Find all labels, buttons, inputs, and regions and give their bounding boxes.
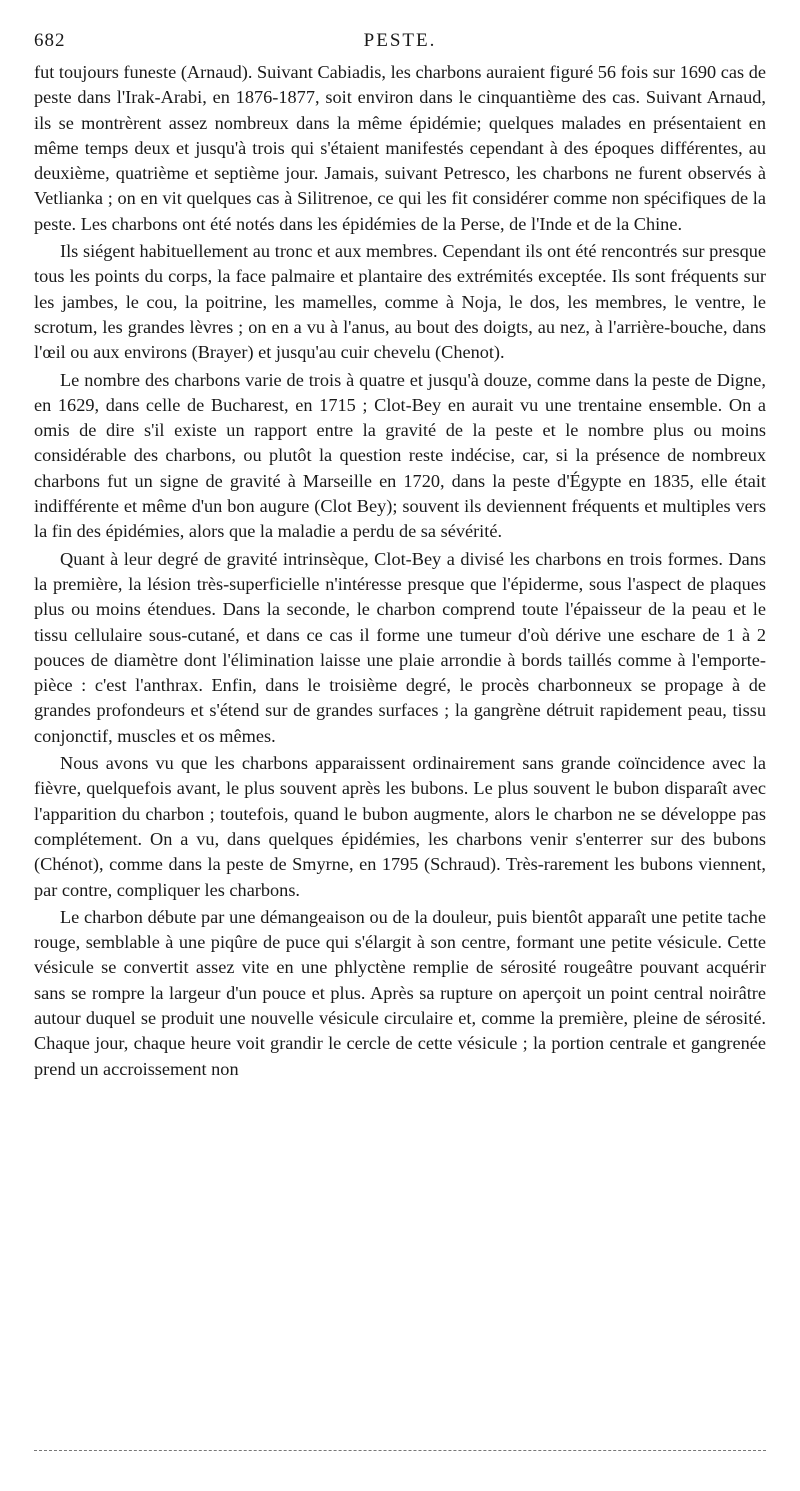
paragraph-2: Ils siégent habituellement au tronc et aux membres. Cependant ils ont été rencontrés sur presque tous les points du corps, la face palmaire et plantaire des extrémités exceptée. Ils sont fréquents sur les jambes, le cou, la poitrine, les mamelles, comme à Noja, le dos, les membres, le ventre, le scrotum, les grandes lèvres ; on en a vu à l'anus, au bout des doigts, au nez, à l'arrière-bouche, dans l'œil ou aux environs (Brayer) et jusqu'au cuir chevelu (Chenot). [34,241,766,363]
running-title: PESTE. [363,30,437,51]
body-text [34,60,766,1082]
paragraph-3: Le nombre des charbons varie de trois à quatre et jusqu'à douze, comme dans la peste de Digne, en 1629, dans celle de Bucharest, en 1715 ; Clot-Bey en aurait vu une trentaine ensemble. On a omis de dire s'il existe un rapport entre la gravité de la peste et le nombre plus ou moins considérable des charbons, ou plutôt la question reste indécise, car, si la présence de nombreux charbons fut un signe de gravité à Marseille en 1720, dans la peste d'Égypte en 1835, elle était indifférente et même d'un bon augure (Clot Bey); souvent ils deviennent fréquents et multiples vers la fin des épidémies, alors que la maladie a perdu de sa sévérité. [34,369,766,542]
document-page [34,30,766,1084]
paragraph-6: Le charbon débute par une démangeaison ou de la douleur, puis bientôt apparaît une petite tache rouge, semblable à une piqûre de puce qui s'élargit à son centre, formant une petite vésicule. Cette vésicule se convertit assez vite en une phlyctène remplie de sérosité rougeâtre pouvant acquérir sans se rompre la largeur d'un pouce et plus. Après sa rupture on aperçoit un point central noirâtre autour duquel se produit une nouvelle vésicule circulaire et, comme la première, pleine de sérosité. Chaque jour, chaque heure voit grandir le cercle de cette vésicule ; la portion centrale et gangrenée prend un accroissement non [34,906,766,1079]
paragraph-5: Nous avons vu que les charbons apparaissent ordinairement sans grande coïncidence avec la fièvre, quelquefois avant, le plus souvent après les bubons. Le plus souvent le bubon disparaît avec l'apparition du charbon ; toutefois, quand le bubon augmente, alors le charbon ne se développe pas complétement. On a vu, dans quelques épidémies, les charbons venir s'enterrer sur des bubons (Chénot), comme dans la peste de Smyrne, en 1795 (Schraud). Très-rarement les bubons viennent, par contre, compliquer les charbons. [34,753,766,900]
page-number: 682 [34,30,66,51]
paragraph-1: fut toujours funeste (Arnaud). Suivant Cabiadis, les charbons auraient figuré 56 fois sur 1690 cas de peste dans l'Irak-Arabi, en 1876-1877, soit environ dans le cinquantième des cas. Suivant Arnaud, ils se montrèrent assez nombreux dans la même épidémie; quelques malades en présentaient en même temps deux et jusqu'à trois qui s'étaient manifestés cependant à des époques différentes, au deuxième, quatrième et septième jour. Jamais, suivant Petresco, les charbons ne furent observés à Vetlianka ; on en vit quelques cas à Silitrenoe, ce qui les fit considérer comme non spécifiques de la peste. Les charbons ont été notés dans les épidémies de la Perse, de l'Inde et de la Chine. [34,62,766,234]
paragraph-4: Quant à leur degré de gravité intrinsèque, Clot-Bey a divisé les charbons en trois formes. Dans la première, la lésion très-superficielle n'intéresse presque que l'épiderme, sous l'aspect de plaques plus ou moins étendues. Dans la seconde, le charbon comprend toute l'épaisseur de la peau et le tissu cellulaire sous-cutané, et dans ce cas il forme une tumeur d'où dérive une eschare de 1 à 2 pouces de diamètre dont l'élimination laisse une plaie arrondie à bords taillés comme à l'emporte-pièce : c'est l'anthrax. Enfin, dans le troisième degré, le procès charbonneux se propage à de grandes profondeurs et s'étend sur de grandes surfaces ; la gangrène détruit rapidement peau, tissu conjonctif, muscles et os mêmes. [34,548,766,746]
footer-divider [34,1450,766,1451]
page-header [34,30,766,60]
